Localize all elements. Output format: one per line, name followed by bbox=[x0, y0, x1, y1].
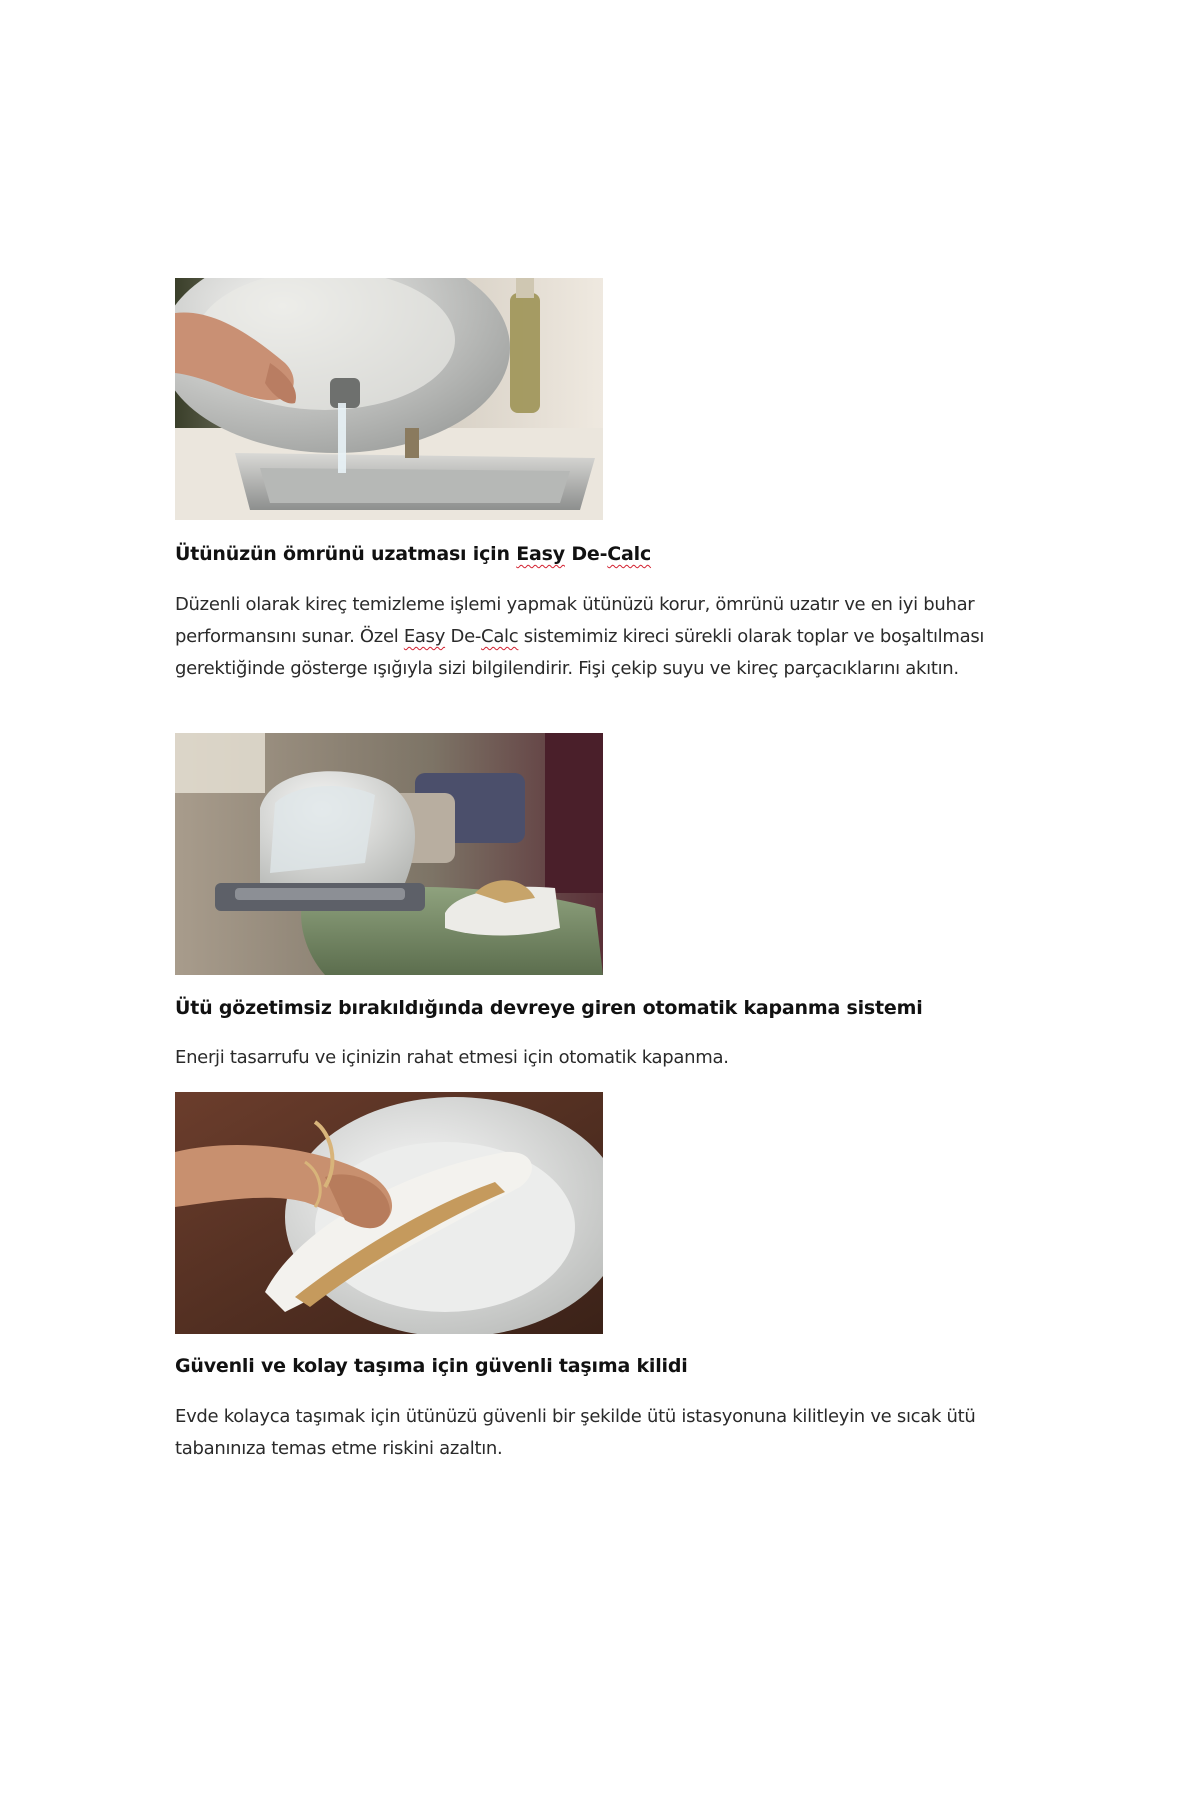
spellcheck-word: Calc bbox=[481, 626, 519, 647]
section-1-body bbox=[175, 589, 1035, 685]
section-1-heading bbox=[175, 541, 1075, 567]
spellcheck-word: Calc bbox=[607, 543, 652, 565]
section-2-heading: Ütü gözetimsiz bırakıldığında devreye giren otomatik kapanma sistemi bbox=[175, 997, 923, 1019]
spellcheck-word: Easy bbox=[403, 626, 446, 647]
heading-text: Ütünüzün ömrünü uzatması için bbox=[175, 543, 517, 565]
section-2-body: Enerji tasarrufu ve içinizin rahat etmesi için otomatik kapanma. bbox=[175, 1047, 729, 1068]
section-3-heading: Güvenli ve kolay taşıma için güvenli taşıma kilidi bbox=[175, 1355, 688, 1377]
body-text: De- bbox=[445, 626, 482, 647]
body-text: Düzenli olarak kireç temizleme işlemi yapmak ütünüzü korur, ömrünü uzatır ve en iyi buhar performansını sunar. Özel bbox=[175, 594, 975, 647]
decalc-photo bbox=[175, 278, 603, 520]
heading-text: De- bbox=[564, 543, 608, 565]
auto-off-photo bbox=[175, 733, 603, 975]
carry-lock-illustration bbox=[175, 1092, 603, 1334]
auto-off-illustration bbox=[175, 733, 603, 975]
body-text: sistemimiz kireci sürekli olarak toplar ve boşaltılması gerektiğinde gösterge ışığıyla sizi bilgilendirir. Fişi çekip suyu ve kireç parçacıklarını akıtın. bbox=[175, 626, 985, 679]
spellcheck-word: Easy bbox=[516, 543, 565, 565]
section-3-body: Evde kolayca taşımak için ütünüzü güvenli bir şekilde ütü istasyonuna kilitleyin ve sıcak ütü tabanınıza temas etme riskini azaltın. bbox=[175, 1406, 976, 1459]
decalc-illustration bbox=[175, 278, 603, 520]
carry-lock-photo bbox=[175, 1092, 603, 1334]
